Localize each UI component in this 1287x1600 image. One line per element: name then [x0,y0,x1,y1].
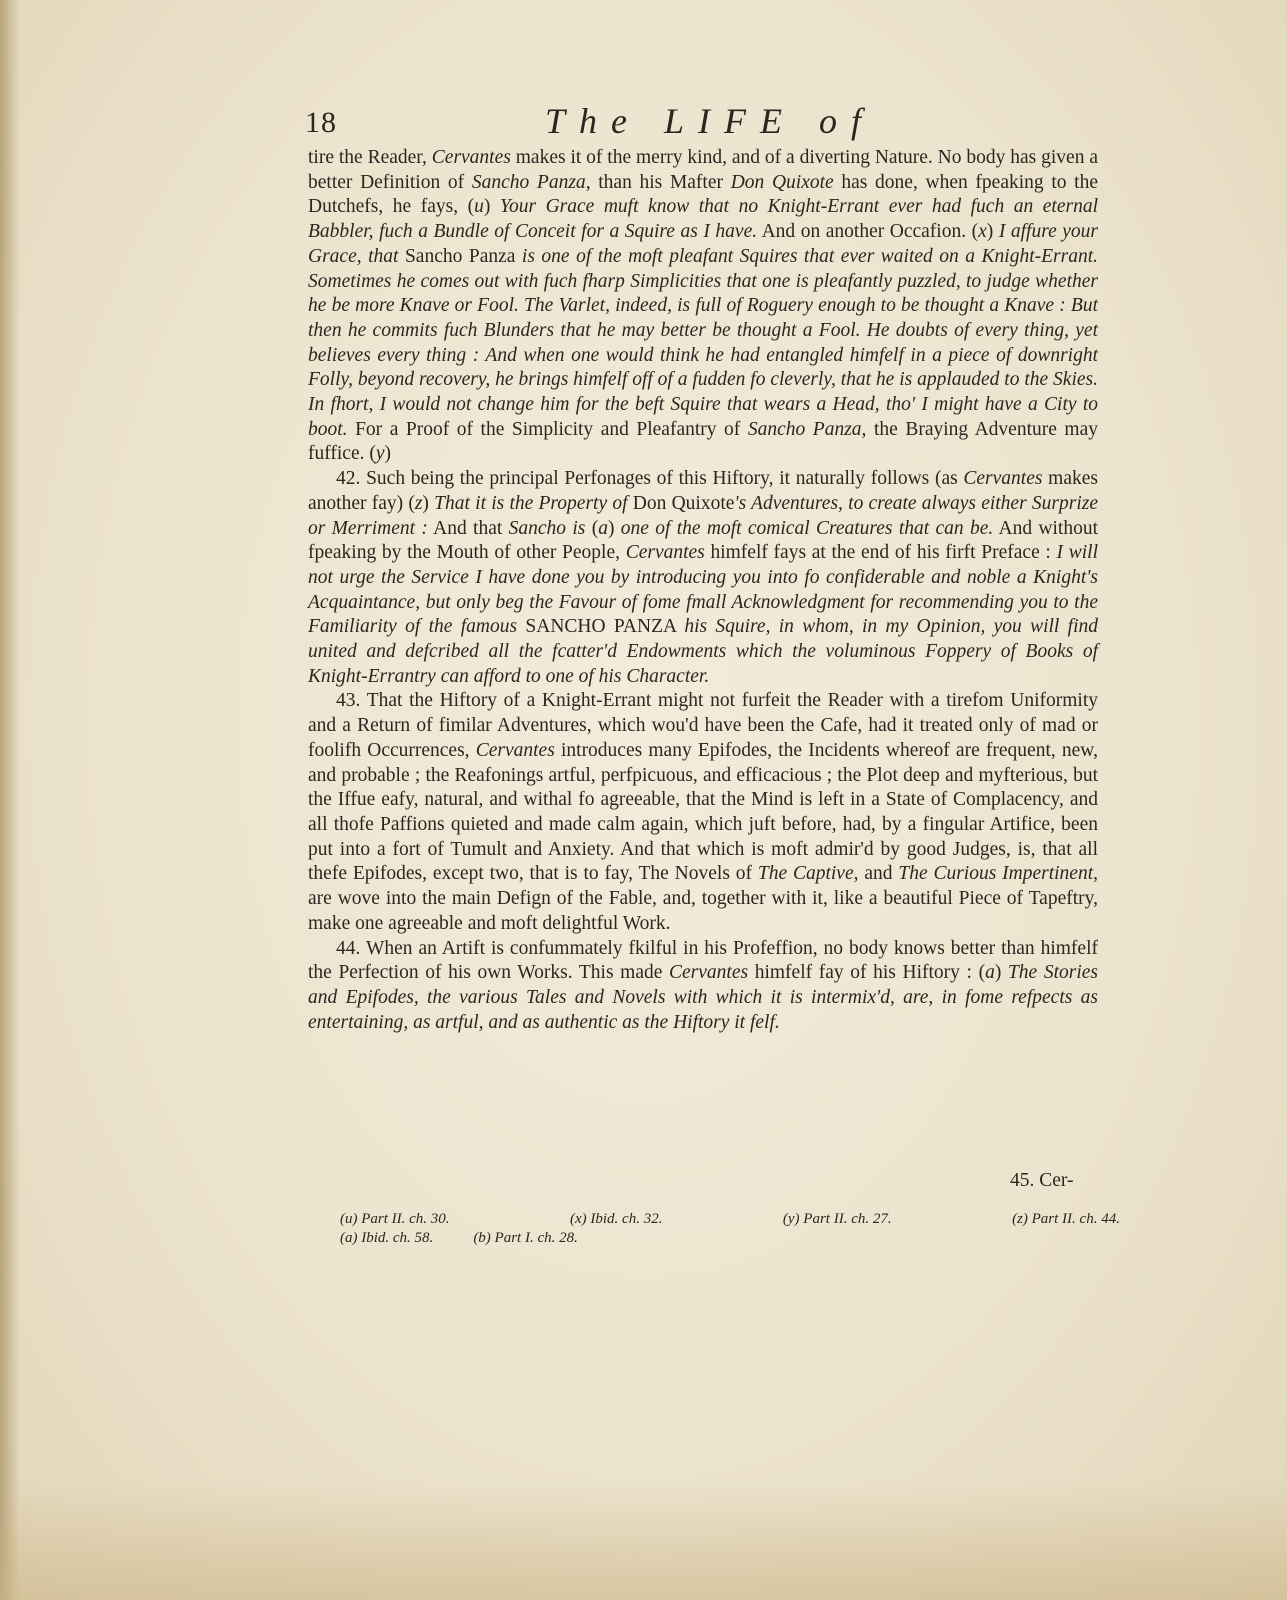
italic-run: The Captive [757,863,854,885]
running-title: The LIFE of [545,101,875,141]
roman-run: And that [427,517,509,539]
page-number: 18 [305,106,337,139]
italic-run: Cervantes [669,962,749,984]
paragraph-43 [308,689,1098,936]
italic-run: u [474,196,484,218]
italic-run: Cervantes [475,739,555,761]
roman-run: And on another Occafion. ( [757,221,979,243]
footnote-z: (z) Part II. ch. 44. [1012,1211,1120,1227]
roman-run: ) [607,517,621,539]
roman-run: himfelf fay of his Hiftory : ( [748,962,986,984]
italic-run: Sancho is [508,517,586,539]
roman-run: , are wove into the main Defign of the Fable, and, together with it, like a beautiful Piece of Tapeftry, make one agreeable and moft delightful Work. [308,863,1098,934]
roman-run: makes another fay) ( [308,468,1098,514]
roman-run: ) [994,962,1008,984]
italic-run: Cervantes [431,147,511,168]
italic-run: is one of the moft pleafant Squires that ever waited on a Knight-Errant. Sometimes he comes out with fuch fharp Simplicities that one is pleafantly puzzled, to judge whether he be more Knave or Fool. The Varlet, indeed, is full of Roguery enough to be thought a Knave : But then he commits fuch Blunders that he may better be thought a Fool. He doubts of every thing, yet believes every thing : And when one would think he had entangled himfelf in a piece of downright Folly, beyond recovery, he brings himfelf off of a fudden fo cleverly, that he is applauded to the Skies. In fhort, I would not change him for the beft Squire that wears a Head, tho' I might have a City to boot. [308,245,1099,440]
roman-run: 43. That the Hiftory of a Knight-Errant might not furfeit the Reader with a tirefom Uniformity and a Return of fimilar Adventures, which wou'd have been the Cafe, had it treated only of mad or foolifh Occurrences, [308,690,1098,761]
roman-run: himfelf fays at the end of his firft Preface : [704,542,1057,564]
italic-run: The Curious Impertinent [898,863,1094,885]
roman-run: SANCHO PANZA [517,616,685,638]
roman-run: For a Proof of the Simplicity and Pleafantry of [347,418,748,440]
roman-run: makes it of the merry kind, and of a diverting Nature. No body has given a better Definition of [308,147,1098,193]
italic-run: That it is the Property of [434,492,628,514]
roman-run: ) [986,221,999,243]
footnote-y: (y) Part II. ch. 27. [782,1211,892,1227]
roman-run: , the Braying Adventure may fuffice. ( [308,418,1099,465]
paragraph-continued [308,146,1098,467]
italic-run: his Squire, in whom, in my Opinion, you will find united and defcribed all the fcatter'd Endowments which the voluminous Foppery of Books of Knight-Errantry can afford to one of his Character. [308,616,1098,687]
italic-run: a [598,517,608,539]
footnote-a: (a) Ibid. ch. 58. [340,1230,434,1246]
roman-run: tire the Reader, [308,147,432,168]
running-head [305,100,1085,144]
roman-run: , and [853,863,899,885]
roman-run: 42. Such being the principal Perfonages of this Hiftory, it naturally follows (as [336,468,964,490]
italic-run: Cervantes [963,468,1043,490]
roman-run: 44. When an Artift is confummately fkilful in his Profeffion, no body knows better than himfelf the Perfection of his own Works. This made [308,937,1098,984]
roman-run: introduces many Epifodes, the Incidents whereof are frequent, new, and probable ; the Reafonings artful, perfpicuous, and efficacious ; the Plot deep and myfterious, but the Iffue eafy, natural, and withal fo agreeable, that the Mind is left in a State of Complacency, and all thofe Paffions quieted and made calm again, which juft before, had, by a fingular Artifice, been put into a fort of Tumult and Anxiety. And that which is moft admir'd by good Judges, is, that all thefe Epifodes, except two, that is to fay, The Novels of [308,739,1098,885]
italic-run: x [978,221,987,243]
roman-run: Don Quixote [627,492,735,514]
footnote-b: (b) Part I. ch. 28. [473,1230,578,1246]
italic-run: y [375,443,385,465]
italic-run: Cervantes [625,542,705,564]
body-text [308,146,1098,1035]
footnotes [340,1210,1120,1248]
roman-run: ( [585,517,599,539]
italic-run: a [985,962,995,984]
italic-run: Sancho Panza [471,171,586,193]
italic-run: I affure your Grace, that [308,221,1099,267]
footnote-x: (x) Ibid. ch. 32. [570,1211,663,1227]
italic-run: 's Adventures, to create always either Surprize or Merriment : [308,492,1098,539]
italic-run: Don Quixote [730,171,834,193]
paragraph-42 [308,467,1098,689]
roman-run: And without fpeaking by the Mouth of other People, [308,517,1099,564]
catchword: 45. Cer- [1010,1170,1074,1191]
italic-run: I will not urge the Service I have done you by introducing you into fo confiderable and noble a Knight's Acquaintance, but only beg the Favour of fome fmall Acknowledgment for recommending you to the Familiarity of the famous [308,542,1098,638]
italic-run: one of the moft comical Creatures that can be. [620,517,994,539]
roman-run: ) [483,196,500,218]
roman-run: ) [384,443,392,465]
roman-run: , than his Mafter [585,171,731,193]
page-edge-shadow [0,0,20,1600]
italic-run: Sancho Panza [747,418,862,440]
footnote-u: (u) Part II. ch. 30. [340,1211,450,1227]
paragraph-44 [308,937,1098,1036]
italic-run: The Stories and Epifodes, the various Tales and Novels with which it is intermix'd, are, in fome refpects as entertaining, as artful, and as authentic as the Hiftory it felf. [308,962,1098,1033]
page-foxing [0,1480,1287,1600]
footnote-row [340,1210,1120,1229]
italic-run: Your Grace muft know that no Knight-Errant ever had fuch an eternal Babbler, fuch a Bundle of Conceit for a Squire as I have. [308,196,1098,243]
roman-run: ) [422,492,435,514]
footnote-row [340,1229,1120,1248]
roman-run: has done, when fpeaking to the Dutchefs, he fays, ( [308,171,1099,218]
italic-run: z [414,492,423,514]
roman-run: Sancho Panza [398,245,522,267]
